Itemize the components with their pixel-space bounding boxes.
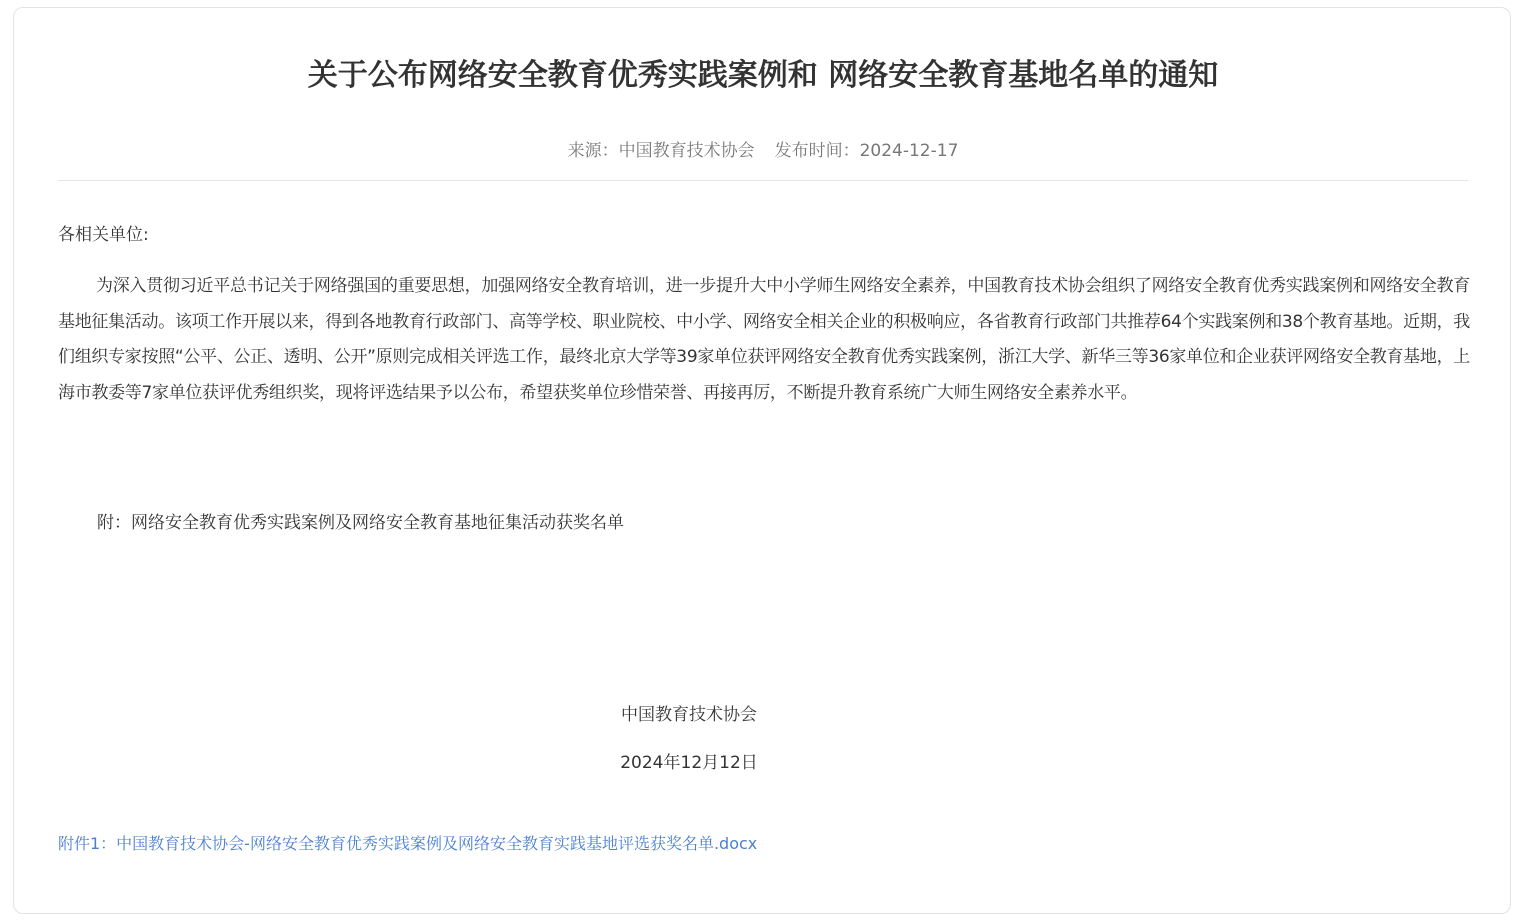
article-meta bbox=[14, 138, 1512, 164]
attachment-note: 附：网络安全教育优秀实践案例及网络安全教育基地征集活动获奖名单 bbox=[97, 513, 624, 533]
sign-date: 2024年12月12日 bbox=[620, 753, 758, 773]
signer-name: 中国教育技术协会 bbox=[621, 705, 757, 725]
page-title: 关于公布网络安全教育优秀实践案例和 网络安全教育基地名单的通知 bbox=[307, 58, 1219, 93]
salutation: 各相关单位: bbox=[58, 225, 149, 245]
publish-date-label: 发布时间：2024-12-17 bbox=[774, 141, 959, 161]
title-divider bbox=[58, 180, 1468, 181]
source-label: 来源：中国教育技术协会 bbox=[567, 141, 755, 161]
body-paragraph: 为深入贯彻习近平总书记关于网络强国的重要思想，加强网络安全教育培训，进一步提升大中小学师生网络安全素养，中国教育技术协会组织了网络安全教育优秀实践案例和网络安全教育基地征集活动。该项工作开展以来，得到各地教育行政部门、高等学校、职业院校、中小学、网络安全相关企业的积极响应，各省教育行政部门共推荐64个实践案例和38个教育基地。近期，我们组织专家按照“公平、公正、透明、公开”原则完成相关评选工作，最终北京大学等39家单位获评网络安全教育优秀实践案例，浙江大学、新华三等36家单位和企业获评网络安全教育基地，上海市教委等7家单位获评优秀组织奖，现将评选结果予以公布，希望获奖单位珍惜荣誉、再接再厉，不断提升教育系统广大师生网络安全素养水平。 bbox=[58, 276, 1470, 403]
notice-card bbox=[13, 7, 1511, 914]
attachment-download-link[interactable]: 附件1：中国教育技术协会-网络安全教育优秀实践案例及网络安全教育实践基地评选获奖名单.docx bbox=[58, 834, 758, 853]
